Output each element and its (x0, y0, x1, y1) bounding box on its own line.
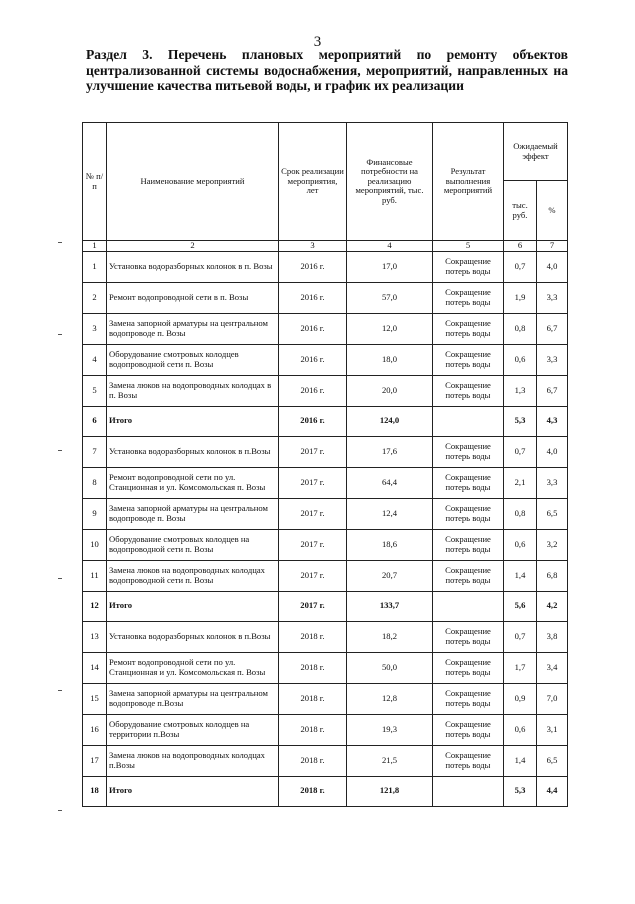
table-row (83, 375, 568, 406)
row-number: 18 (83, 776, 107, 806)
measure-name: Ремонт водопроводной сети по ул. Станционная и ул. Комсомольская п. Возы (107, 467, 279, 498)
table-row (83, 498, 568, 529)
table-header (83, 123, 568, 252)
term-year: 2017 г. (279, 529, 347, 560)
effect-rub: 0,7 (504, 436, 537, 467)
table-row (83, 683, 568, 714)
measure-name: Ремонт водопроводной сети по ул. Станционная и ул. Комсомольская п. Возы (107, 652, 279, 683)
effect-pct: 4,4 (537, 776, 568, 806)
row-number: 6 (83, 406, 107, 436)
effect-pct: 3,3 (537, 344, 568, 375)
result-text: Сокращение потерь воды (433, 652, 504, 683)
measure-name: Установка водоразборных колонок в п.Возы (107, 621, 279, 652)
term-year: 2016 г. (279, 344, 347, 375)
header-finance: Финансовые потребности на реализацию мероприятий, тыс. руб. (347, 123, 433, 241)
result-text (433, 591, 504, 621)
finance-amount: 18,6 (347, 529, 433, 560)
effect-rub: 0,7 (504, 251, 537, 282)
table-total-row (83, 591, 568, 621)
term-year: 2018 г. (279, 714, 347, 745)
effect-rub: 0,8 (504, 313, 537, 344)
effect-rub: 0,6 (504, 344, 537, 375)
row-number: 8 (83, 467, 107, 498)
term-year: 2016 г. (279, 406, 347, 436)
row-number: 14 (83, 652, 107, 683)
finance-amount: 133,7 (347, 591, 433, 621)
table-row (83, 282, 568, 313)
col-number: 3 (279, 241, 347, 252)
col-number: 6 (504, 241, 537, 252)
header-result: Результат выполнения мероприятий (433, 123, 504, 241)
table-row (83, 714, 568, 745)
header-effect-pct: % (537, 181, 568, 241)
finance-amount: 12,4 (347, 498, 433, 529)
col-number: 1 (83, 241, 107, 252)
row-number: 3 (83, 313, 107, 344)
result-text: Сокращение потерь воды (433, 683, 504, 714)
header-num: № п/п (83, 123, 107, 241)
result-text (433, 776, 504, 806)
term-year: 2018 г. (279, 776, 347, 806)
result-text: Сокращение потерь воды (433, 251, 504, 282)
term-year: 2018 г. (279, 745, 347, 776)
finance-amount: 57,0 (347, 282, 433, 313)
col-number: 2 (107, 241, 279, 252)
table-row (83, 621, 568, 652)
header-effect-rub: тыс. руб. (504, 181, 537, 241)
effect-pct: 6,5 (537, 745, 568, 776)
finance-amount: 20,0 (347, 375, 433, 406)
effect-rub: 1,3 (504, 375, 537, 406)
measure-name: Замена люков на водопроводных колодцах в п. Возы (107, 375, 279, 406)
result-text: Сокращение потерь воды (433, 313, 504, 344)
result-text: Сокращение потерь воды (433, 529, 504, 560)
row-number: 5 (83, 375, 107, 406)
measure-name: Оборудование смотровых колодцев на территории п.Возы (107, 714, 279, 745)
term-year: 2017 г. (279, 436, 347, 467)
header-term: Срок реализации мероприятия, лет (279, 123, 347, 241)
section-heading: Раздел 3. Перечень плановых мероприятий по ремонту объектов централизованной системы водоснабжения, мероприятий, направленных на улучшение качества питьевой воды, и график их реализации (86, 47, 568, 94)
term-year: 2017 г. (279, 560, 347, 591)
row-number: 9 (83, 498, 107, 529)
table-row (83, 467, 568, 498)
table-row (83, 529, 568, 560)
result-text: Сокращение потерь воды (433, 467, 504, 498)
finance-amount: 12,0 (347, 313, 433, 344)
finance-amount: 12,8 (347, 683, 433, 714)
result-text: Сокращение потерь воды (433, 621, 504, 652)
effect-pct: 3,4 (537, 652, 568, 683)
effect-rub: 0,6 (504, 714, 537, 745)
result-text: Сокращение потерь воды (433, 282, 504, 313)
table-row (83, 251, 568, 282)
result-text: Сокращение потерь воды (433, 498, 504, 529)
effect-pct: 4,0 (537, 436, 568, 467)
finance-amount: 20,7 (347, 560, 433, 591)
table-total-row (83, 776, 568, 806)
effect-pct: 4,0 (537, 251, 568, 282)
effect-rub: 5,6 (504, 591, 537, 621)
col-number: 4 (347, 241, 433, 252)
row-number: 10 (83, 529, 107, 560)
measure-name: Оборудование смотровых колодцев водопроводной сети п. Возы (107, 344, 279, 375)
finance-amount: 21,5 (347, 745, 433, 776)
effect-pct: 3,2 (537, 529, 568, 560)
table-row (83, 745, 568, 776)
measure-name: Оборудование смотровых колодцев на водопроводной сети п. Возы (107, 529, 279, 560)
finance-amount: 18,0 (347, 344, 433, 375)
measure-name: Замена запорной арматуры на центральном водопроводе п. Возы (107, 313, 279, 344)
term-year: 2016 г. (279, 251, 347, 282)
effect-rub: 1,9 (504, 282, 537, 313)
row-number: 17 (83, 745, 107, 776)
page-number: 3 (313, 34, 322, 50)
row-number: 12 (83, 591, 107, 621)
term-year: 2018 г. (279, 652, 347, 683)
effect-rub: 0,6 (504, 529, 537, 560)
result-text: Сокращение потерь воды (433, 745, 504, 776)
effect-pct: 7,0 (537, 683, 568, 714)
row-number: 7 (83, 436, 107, 467)
effect-pct: 3,1 (537, 714, 568, 745)
finance-amount: 64,4 (347, 467, 433, 498)
effect-pct: 6,7 (537, 313, 568, 344)
effect-pct: 6,5 (537, 498, 568, 529)
measure-name: Итого (107, 406, 279, 436)
effect-pct: 3,8 (537, 621, 568, 652)
row-number: 1 (83, 251, 107, 282)
term-year: 2016 г. (279, 282, 347, 313)
term-year: 2017 г. (279, 467, 347, 498)
table-total-row (83, 406, 568, 436)
measure-name: Итого (107, 776, 279, 806)
result-text: Сокращение потерь воды (433, 714, 504, 745)
term-year: 2016 г. (279, 313, 347, 344)
measure-name: Итого (107, 591, 279, 621)
effect-rub: 1,7 (504, 652, 537, 683)
effect-rub: 5,3 (504, 776, 537, 806)
measure-name: Замена запорной арматуры на центральном водопроводе п. Возы (107, 498, 279, 529)
result-text: Сокращение потерь воды (433, 560, 504, 591)
table-body (83, 251, 568, 806)
measure-name: Замена люков на водопроводных колодцах водопроводной сети п. Возы (107, 560, 279, 591)
effect-rub: 0,8 (504, 498, 537, 529)
result-text: Сокращение потерь воды (433, 344, 504, 375)
term-year: 2017 г. (279, 498, 347, 529)
result-text: Сокращение потерь воды (433, 375, 504, 406)
table-row (83, 344, 568, 375)
row-number: 13 (83, 621, 107, 652)
header-effect: Ожидаемый эффект (504, 123, 568, 181)
finance-amount: 124,0 (347, 406, 433, 436)
effect-rub: 1,4 (504, 745, 537, 776)
effect-pct: 3,3 (537, 467, 568, 498)
row-number: 11 (83, 560, 107, 591)
effect-pct: 6,7 (537, 375, 568, 406)
result-text: Сокращение потерь воды (433, 436, 504, 467)
term-year: 2016 г. (279, 375, 347, 406)
term-year: 2018 г. (279, 621, 347, 652)
finance-amount: 18,2 (347, 621, 433, 652)
finance-amount: 121,8 (347, 776, 433, 806)
effect-pct: 6,8 (537, 560, 568, 591)
result-text (433, 406, 504, 436)
measure-name: Установка водоразборных колонок в п. Возы (107, 251, 279, 282)
effect-rub: 5,3 (504, 406, 537, 436)
measure-name: Установка водоразборных колонок в п.Возы (107, 436, 279, 467)
effect-rub: 0,9 (504, 683, 537, 714)
row-number: 4 (83, 344, 107, 375)
col-number: 5 (433, 241, 504, 252)
term-year: 2018 г. (279, 683, 347, 714)
row-number: 2 (83, 282, 107, 313)
finance-amount: 17,6 (347, 436, 433, 467)
effect-rub: 0,7 (504, 621, 537, 652)
finance-amount: 17,0 (347, 251, 433, 282)
col-number: 7 (537, 241, 568, 252)
effect-pct: 4,2 (537, 591, 568, 621)
measure-name: Замена запорной арматуры на центральном водопроводе п.Возы (107, 683, 279, 714)
table-row (83, 436, 568, 467)
header-name: Наименование мероприятий (107, 123, 279, 241)
effect-pct: 3,3 (537, 282, 568, 313)
measures-table (82, 122, 568, 807)
row-number: 15 (83, 683, 107, 714)
effect-rub: 1,4 (504, 560, 537, 591)
effect-pct: 4,3 (537, 406, 568, 436)
table-row (83, 652, 568, 683)
table-row (83, 313, 568, 344)
term-year: 2017 г. (279, 591, 347, 621)
effect-rub: 2,1 (504, 467, 537, 498)
finance-amount: 50,0 (347, 652, 433, 683)
measure-name: Замена люков на водопроводных колодцах п.Возы (107, 745, 279, 776)
measure-name: Ремонт водопроводной сети в п. Возы (107, 282, 279, 313)
column-number-row (83, 241, 568, 252)
finance-amount: 19,3 (347, 714, 433, 745)
table-row (83, 560, 568, 591)
row-number: 16 (83, 714, 107, 745)
